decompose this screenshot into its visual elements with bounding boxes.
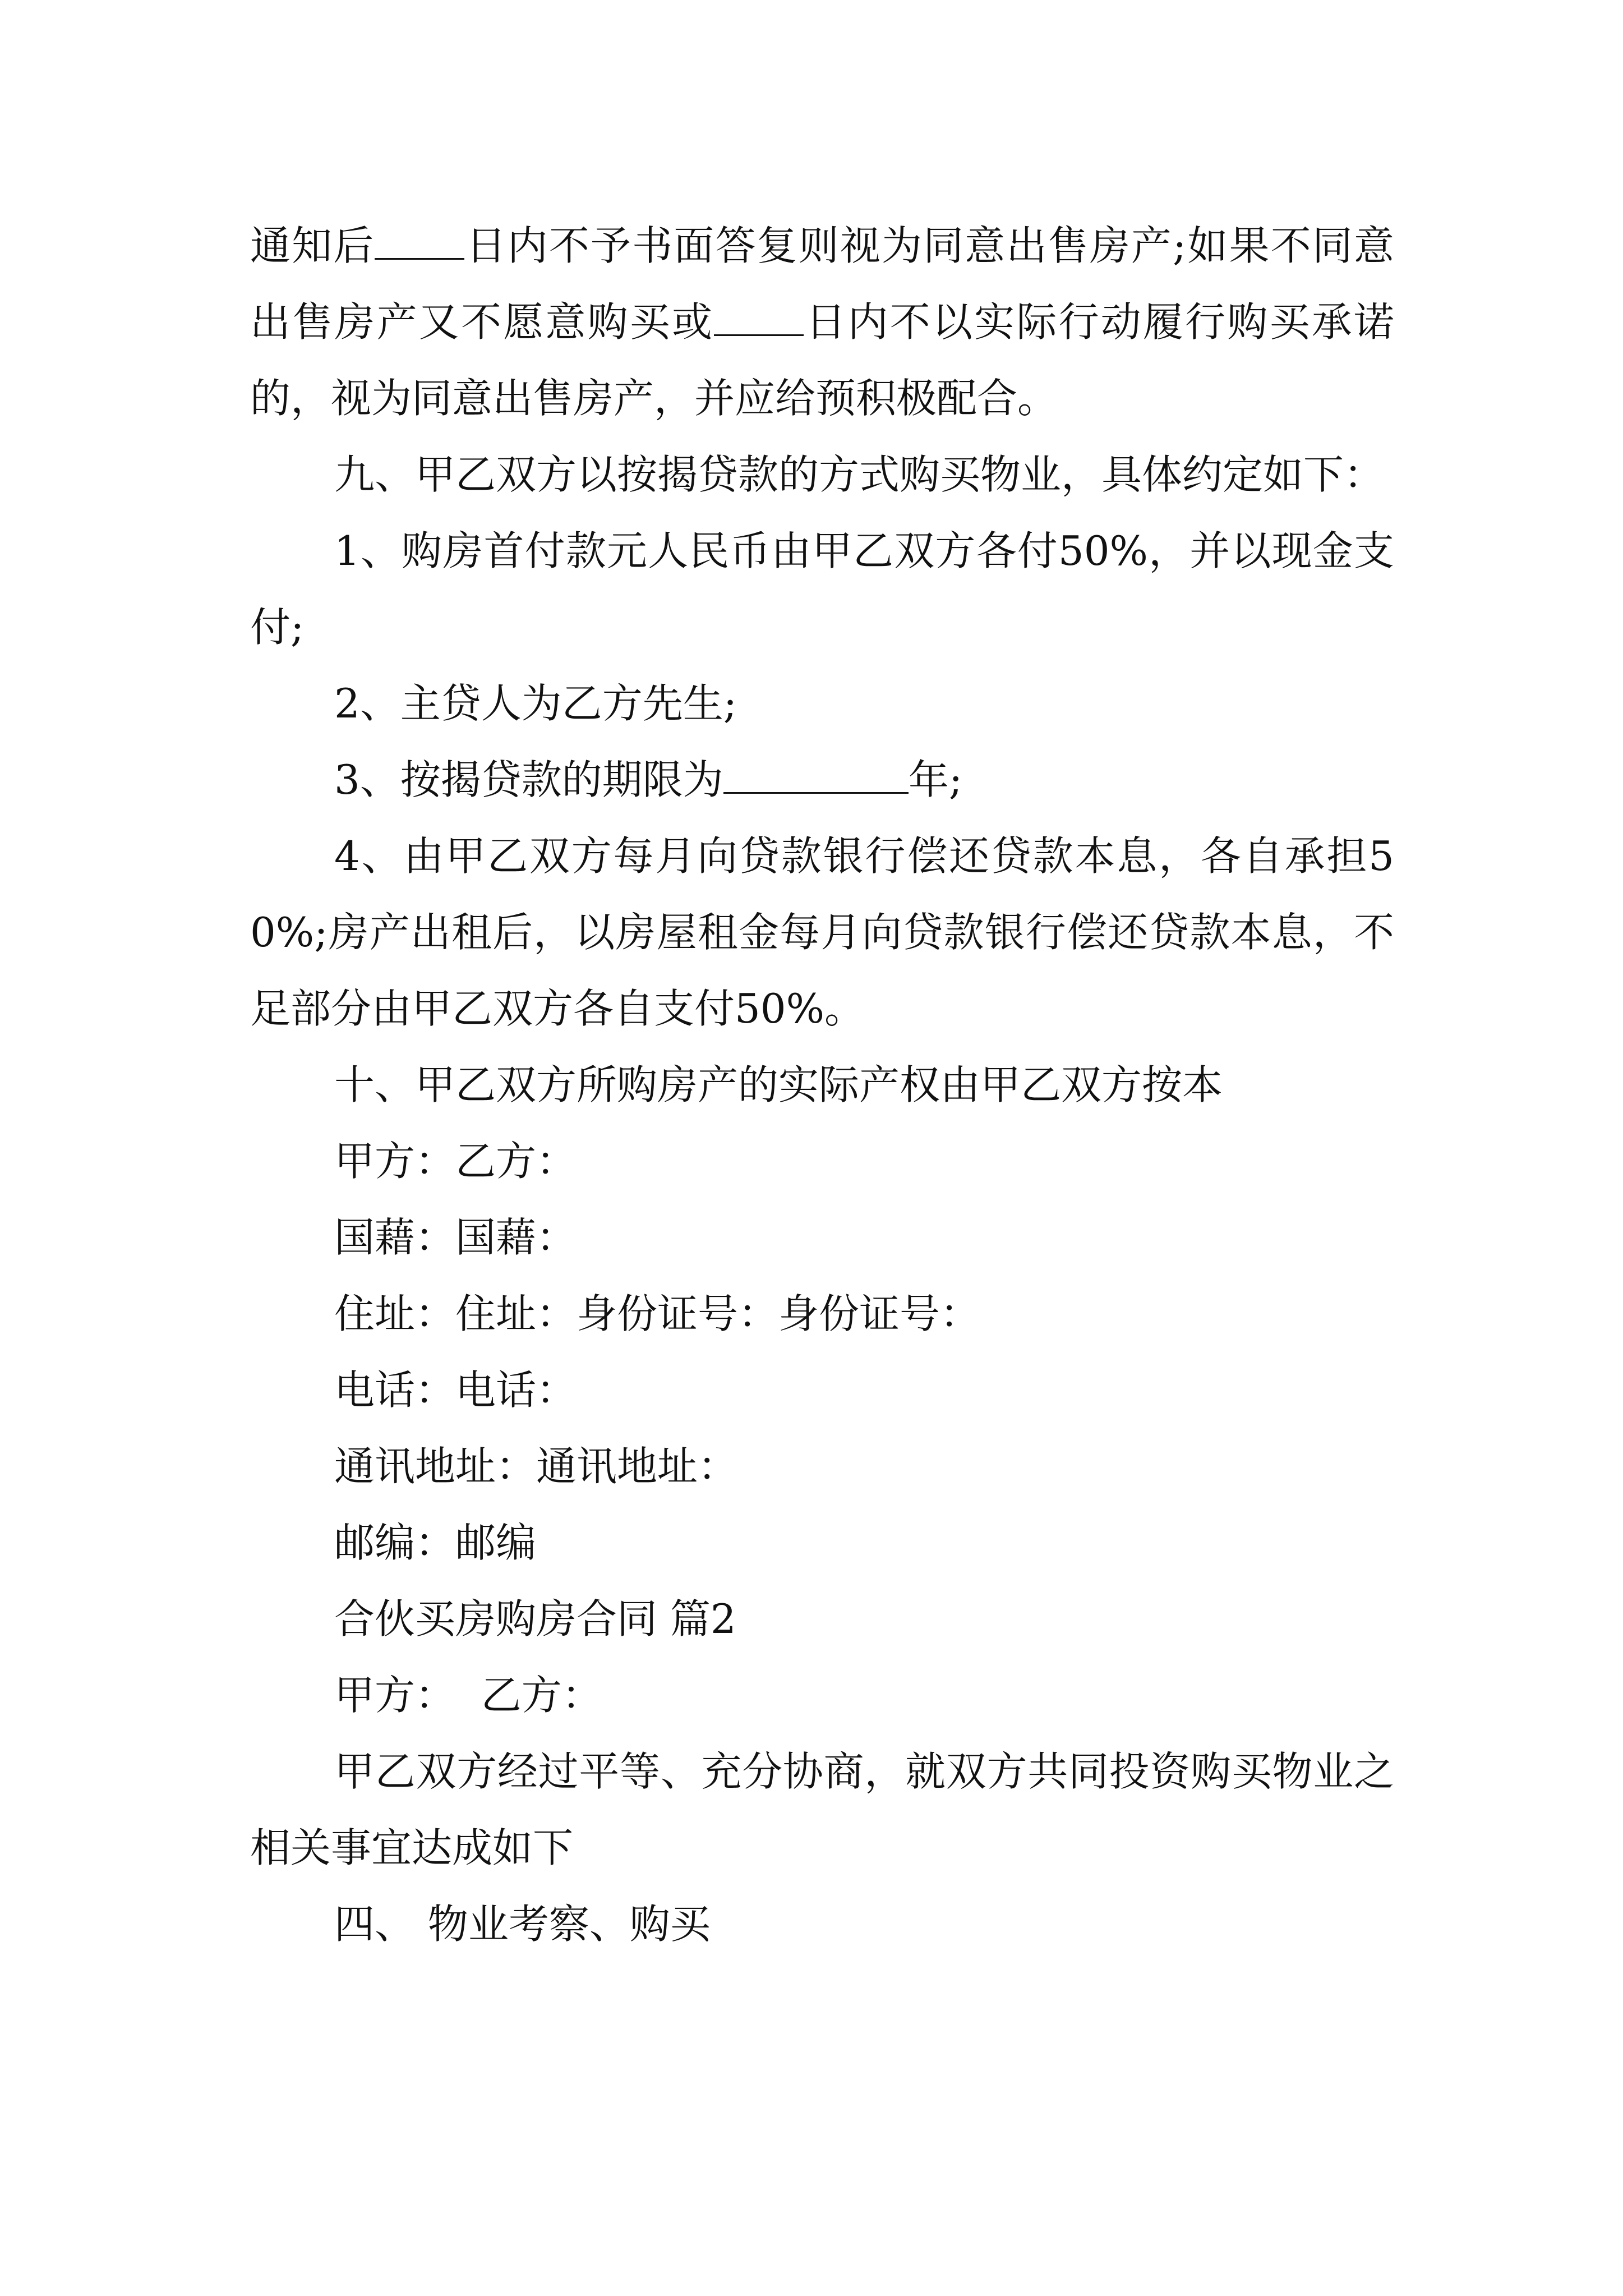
fill-in-blank <box>723 758 909 794</box>
fill-in-blank <box>375 224 464 260</box>
text-segment: 3、按揭贷款的期限为 <box>334 756 723 803</box>
text-segment: 日内不以实际行动履行购买承诺的，视为同意出售房产，并应给预积极配合。 <box>250 298 1394 422</box>
paragraph-agreement-intro: 甲乙双方经过平等、充分协商，就双方共同投资购买物业之相关事宜达成如下 <box>250 1748 1394 1871</box>
contract-text-body <box>250 208 1394 1962</box>
paragraph-item-3 <box>250 742 1394 818</box>
party-postcode: 邮编：邮编 <box>334 1519 537 1566</box>
paragraph-clause-9: 九、甲乙双方以按揭贷款的方式购买物业，具体约定如下： <box>334 451 1385 498</box>
text-segment: 通知后 <box>250 222 375 269</box>
paragraph-clause-4: 四、 物业考察、购买 <box>334 1901 711 1948</box>
party-mailing-address: 通讯地址：通讯地址： <box>334 1443 739 1490</box>
paragraph-item-1: 1、购房首付款元人民币由甲乙双方各付50%，并以现金支付; <box>250 527 1394 651</box>
party-address-id: 住址：住址：身份证号：身份证号： <box>334 1290 981 1337</box>
party-names-2: 甲方： 乙方： <box>334 1672 602 1719</box>
paragraph-notice-reply <box>250 208 1394 436</box>
paragraph-item-2: 2、主贷人为乙方先生; <box>334 680 737 727</box>
paragraph-item-4: 4、由甲乙双方每月向贷款银行偿还贷款本息，各自承担50%;房产出租后，以房屋租金每月向贷款银行偿还贷款本息，不足部分由甲乙双方各自支付50%。 <box>250 832 1394 1032</box>
party-names: 甲方：乙方： <box>334 1138 577 1185</box>
party-phone: 电话：电话： <box>334 1366 577 1414</box>
paragraph-clause-10: 十、甲乙双方所购房产的实际产权由甲乙双方按本 <box>334 1061 1223 1108</box>
section-title-contract-2: 合伙买房购房合同 篇2 <box>334 1595 736 1642</box>
party-nationality: 国藉：国藉： <box>334 1214 577 1261</box>
text-segment: 年; <box>908 756 963 803</box>
fill-in-blank <box>714 301 804 336</box>
text-segment: 日内不予书面答复则视为同意出售房产;如果不同意出售房产又不愿意购买或 <box>250 222 1394 346</box>
